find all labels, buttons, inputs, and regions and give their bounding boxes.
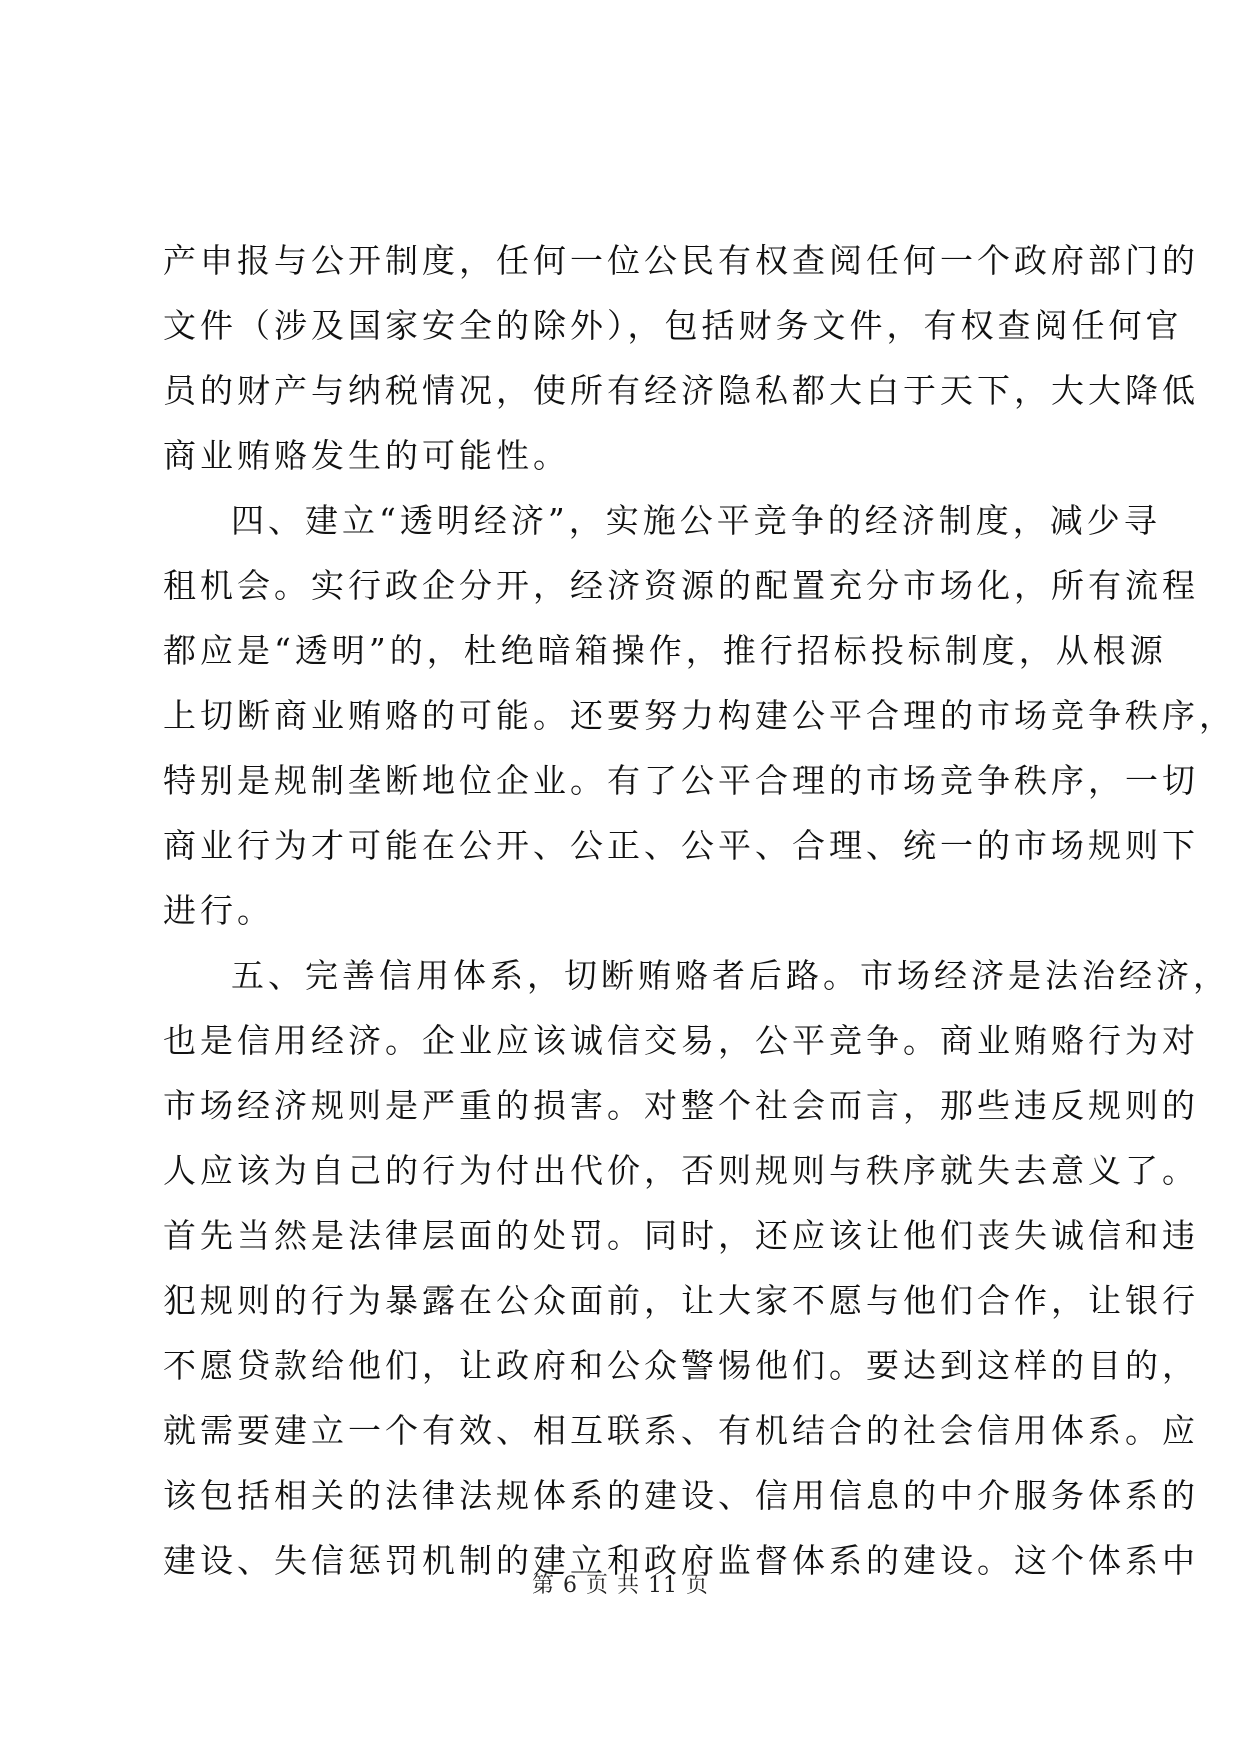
page-footer: 第 6 页 共 11 页 <box>532 1573 709 1598</box>
text-line: 进行。 <box>163 891 274 930</box>
text-line: 商业行为才可能在公开、公正、公平、合理、统一的市场规则下 <box>163 826 1199 865</box>
text-line: 产申报与公开制度，任何一位公民有权查阅任何一个政府部门的 <box>163 241 1199 280</box>
text-line: 首先当然是法律层面的处罚。同时，还应该让他们丧失诚信和违 <box>163 1216 1199 1255</box>
text-line: 员的财产与纳税情况，使所有经济隐私都大白于天下，大大降低 <box>163 371 1199 410</box>
text-line: 文件（涉及国家安全的除外），包括财务文件，有权查阅任何官 <box>163 306 1183 345</box>
text-line: 商业贿赂发生的可能性。 <box>163 436 570 475</box>
text-line: 也是信用经济。企业应该诚信交易，公平竞争。商业贿赂行为对 <box>163 1021 1199 1060</box>
text-line: 都应是“透明”的，杜绝暗箱操作，推行招标投标制度，从根源 <box>163 631 1167 670</box>
text-line: 建设、失信惩罚机制的建立和政府监督体系的建设。这个体系中 <box>163 1541 1199 1580</box>
text-line: 特别是规制垄断地位企业。有了公平合理的市场竞争秩序，一切 <box>163 761 1199 800</box>
text-line: 该包括相关的法律法规体系的建设、信用信息的中介服务体系的 <box>163 1476 1199 1515</box>
text-line: 就需要建立一个有效、相互联系、有机结合的社会信用体系。应 <box>163 1411 1199 1450</box>
text-line: 上切断商业贿赂的可能。还要努力构建公平合理的市场竞争秩序， <box>163 696 1236 735</box>
text-line: 五、完善信用体系，切断贿赂者后路。市场经济是法治经济， <box>231 956 1230 995</box>
text-line: 市场经济规则是严重的损害。对整个社会而言，那些违反规则的 <box>163 1086 1199 1125</box>
text-line: 租机会。实行政企分开，经济资源的配置充分市场化，所有流程 <box>163 566 1199 605</box>
text-line: 不愿贷款给他们，让政府和公众警惕他们。要达到这样的目的， <box>163 1346 1199 1385</box>
text-line: 四、建立“透明经济”，实施公平竞争的经济制度，减少寻 <box>231 501 1161 540</box>
document-body <box>163 228 1236 1593</box>
text-line: 人应该为自己的行为付出代价，否则规则与秩序就失去意义了。 <box>163 1151 1199 1190</box>
text-line: 犯规则的行为暴露在公众面前，让大家不愿与他们合作，让银行 <box>163 1281 1199 1320</box>
